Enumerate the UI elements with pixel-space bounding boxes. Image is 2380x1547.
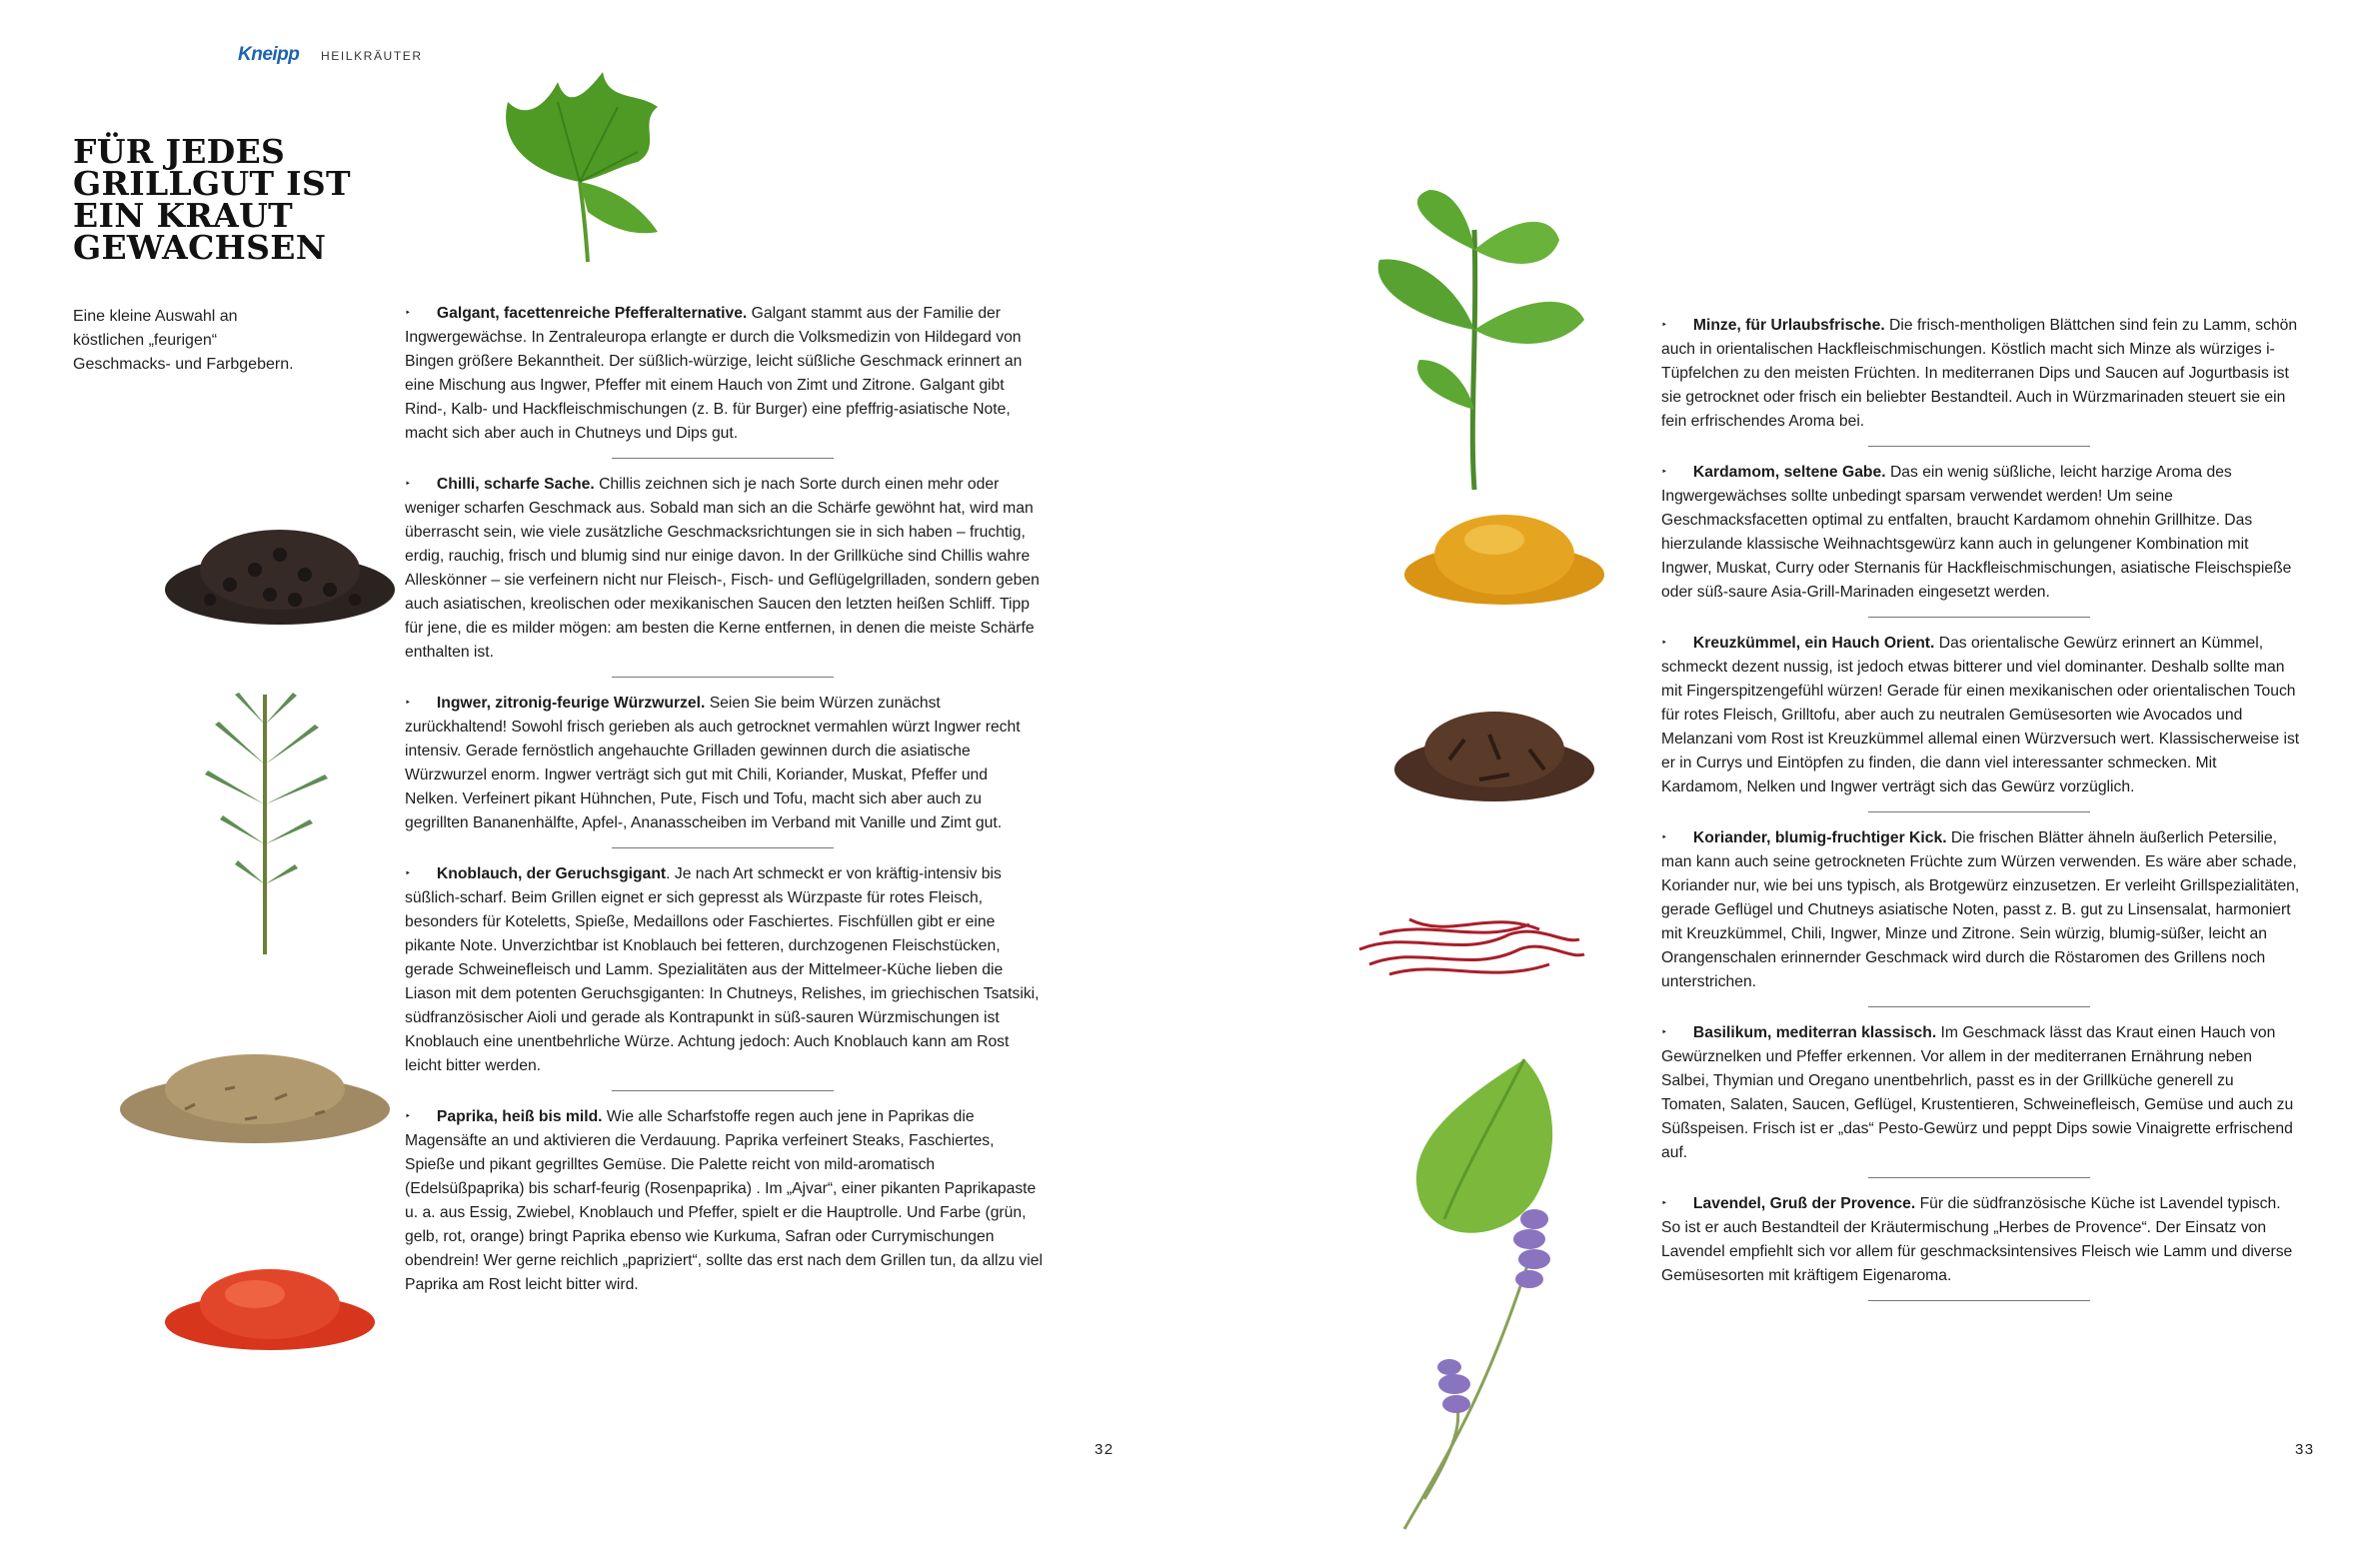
- bullet-marker: ‣: [1661, 467, 1667, 478]
- bullet-marker: ‣: [1661, 1027, 1667, 1038]
- entry-paragraph: [1661, 461, 2301, 605]
- divider: [612, 847, 834, 848]
- entry-paragraph: [1661, 1192, 2301, 1288]
- page-title: FÜR JEDES GRILLGUT IST EIN KRAUT GEWACHSEN: [73, 132, 351, 267]
- entry-title: Minze, für Urlaubsfrische.: [1692, 317, 1885, 334]
- entry-paragraph: [405, 473, 1045, 665]
- right-text-column: [1661, 314, 2301, 1315]
- entry-text: Das ein wenig süßliche, leicht harzige Aroma des Ingwergewächses sollte unbedingt sparsam verwendet werden! Um seine Geschmacksfacetten optimal zu entfalten, braucht Kardamom ohnehin Grillhitze. Das hierzulande klassische Weihnachtsgewürz kann auch in gelungener Kombination mit Ingwer, Muskat, Curry oder Sternanis für Hackfleischmischungen, asiatische Fleischspieße oder süß-saure Asia-Grill-Marinaden eingesetzt werden.: [1661, 464, 2292, 601]
- right-page: [1190, 0, 2379, 1547]
- page-number-right: 33: [2295, 1441, 2315, 1458]
- rosemary-illustration: [175, 685, 355, 964]
- bullet-marker: ‣: [405, 1111, 411, 1122]
- cumin-seeds-illustration: [115, 1039, 395, 1149]
- entry-text: Das orientalische Gewürz erinnert an Kümmel, schmeckt dezent nussig, ist jedoch etwas bitterer und viel dominanter. Deshalb sollte man mit Fingerspitzengefühl würzen! Gerade für einen mexikanischen oder orientalischen Touch für rotes Fleisch, Grilltofu, aber auch zu neutralen Gemüsesorten wie Avocados und Melanzani vom Rost ist Kreuzkümmel allemal einen Würzversuch wert. Klassischerweise ist er in Currys und Eintöpfen zu finden, die dann viel interessanter schmecken. Mit Kardamom, Nelken und Ingwer verträgt sich das Gewürz vorzüglich.: [1661, 635, 2300, 795]
- entry-paragraph: [1661, 1021, 2301, 1165]
- divider: [1868, 1177, 2090, 1178]
- bullet-marker: ‣: [405, 698, 411, 709]
- mint-sprig-illustration: [1359, 190, 1589, 500]
- bullet-marker: ‣: [405, 308, 411, 319]
- divider: [612, 1090, 834, 1091]
- divider: [612, 458, 834, 459]
- entry-title: Galgant, facettenreiche Pfefferalternative.: [436, 305, 748, 322]
- entry-text: Die frisch-mentholigen Blättchen sind fein zu Lamm, schön auch in orientalischen Hackfleischmischungen. Köstlich macht sich Minze als würziges i-Tüpfelchen zu den meisten Früchten. In mediterranen Dips und Saucen auf Jogurtbasis ist sie getrocknet oder frisch ein beliebter Bestandteil. Auch in Würzmarinaden steuert sie ein fein erfrischendes Aroma bei.: [1661, 317, 2298, 430]
- entry-title: Knoblauch, der Geruchsgigant: [436, 865, 667, 882]
- entry-title: Kreuzkümmel, ein Hauch Orient.: [1692, 635, 1935, 652]
- divider: [612, 677, 834, 678]
- entry-paragraph: [405, 862, 1045, 1078]
- bullet-marker: ‣: [405, 868, 411, 879]
- spice-entry: [405, 473, 1045, 665]
- entry-text: Chillis zeichnen sich je nach Sorte durch einen mehr oder weniger scharfen Geschmack aus. Sobald man sich an die Schärfe gewöhnt hat, wird man überrascht sein, wie viele zusätzliche Geschmacksrichtungen sie in sich haben – fruchtig, erdig, rauchig, frisch und blumig sind nur einige davon. In der Grillküche sind Chillis wahre Alleskönner – sie verfeinern nicht nur Fleisch-, Fisch- und Geflügelgrilladen, sondern geben auch asiatischen, kreolischen oder mexikanischen Saucen den letzten heißen Schliff. Tipp für jene, die es milder mögen: am besten die Kerne entfernen, in denen die meiste Schärfe enthalten ist.: [405, 476, 1040, 661]
- spice-entry: [1661, 632, 2301, 799]
- entry-text: Wie alle Scharfstoffe regen auch jene in Paprikas die Magensäfte an und aktivieren die Verdauung. Paprika verfeinert Steaks, Faschiertes, Spieße und pikant gegrilltes Gemüse. Die Palette reicht von mild-aromatisch (Edelsüßpaprika) bis scharf-feurig (Rosenpaprika) . Im „Ajvar“, einer pikanten Paprikapaste u. a. aus Essig, Zwiebel, Knoblauch und Pfeffer, spielt er die Hauptrolle. Und Farbe (grün, gelb, rot, orange) bringt Paprika ebenso wie Kurkuma, Safran oder Currymischungen obendrein! Wer gerne reichlich „papriziert“, sollte das erst nach dem Grillen tun, da allzu viel Paprika am Rost leicht bitter wird.: [405, 1108, 1043, 1293]
- bullet-marker: ‣: [1661, 320, 1667, 331]
- page-number-left: 32: [1095, 1441, 1115, 1458]
- entry-paragraph: [405, 302, 1045, 446]
- entry-title: Paprika, heiß bis mild.: [436, 1108, 603, 1125]
- entry-title: Ingwer, zitronig-feurige Würzwurzel.: [436, 695, 706, 712]
- entry-paragraph: [1661, 314, 2301, 434]
- divider: [1868, 1006, 2090, 1007]
- entry-title: Kardamom, seltene Gabe.: [1692, 464, 1886, 481]
- entry-paragraph: [405, 1105, 1045, 1297]
- spice-entry: [1661, 461, 2301, 605]
- spice-entry: [1661, 826, 2301, 994]
- lavender-sprig-illustration: [1384, 1199, 1584, 1539]
- entry-title: Lavendel, Gruß der Provence.: [1692, 1195, 1916, 1212]
- turmeric-powder-illustration: [1399, 500, 1609, 610]
- divider: [1868, 1300, 2090, 1301]
- spice-entry: [405, 862, 1045, 1078]
- entry-text: Seien Sie beim Würzen zunächst zurückhaltend! Sowohl frisch gerieben als auch getrocknet vermahlen würzt Ingwer recht intensiv. Gerade fernöstlich angehauchte Grilladen gewinnen durch die asiatische Würzwurzel enorm. Ingwer verträgt sich gut mit Chili, Koriander, Muskat, Pfeffer und Nelken. Verfeinert pikant Hühnchen, Pute, Fisch und Tofu, macht sich aber auch zu gegrillten Bananenhälfte, Apfel-, Ananasscheiben im Verband mit Vanille und Zimt gut.: [405, 695, 1021, 831]
- spice-entry: [405, 692, 1045, 835]
- entry-text: Die frischen Blätter ähneln äußerlich Petersilie, man kann auch seine getrockneten Früchte zum Würzen verwenden. Es wäre aber schade, Koriander nur, wie bei uns typisch, als Brotgewürz einzusetzen. Er verleiht Grillspezialitäten, gerade Geflügel und Chutneys asiatische Noten, passt z. B. gut zu Linsensalat, harmoniert mit Kreuzkümmel, Chili, Ingwer, Minze und Zitrone. Sein würzig, blumig-süßer, leicht an Orangenschalen erinnernder Geschmack wird durch die Röstaromen des Grillens noch unterstrichen.: [1661, 829, 2300, 990]
- bullet-marker: ‣: [1661, 832, 1667, 843]
- spice-entry: [1661, 1021, 2301, 1165]
- peppercorns-illustration: [160, 500, 400, 630]
- entry-text: Galgant stammt aus der Familie der Ingwergewächse. In Zentraleuropa erlangte er durch die Volksmedizin von Hildegard von Bingen größere Bekanntheit. Der süßlich-würzige, leicht süßliche Geschmack erinnert an eine Mischung aus Ingwer, Pfeffer mit einem Hauch von Zimt und Zitrone. Galgant gibt Rind-, Kalb- und Hackfleischmischungen (z. B. für Burger) eine pfeffrig-asiatische Note, macht sich aber auch in Chutneys und Dips gut.: [405, 305, 1023, 442]
- paprika-powder-illustration: [160, 1254, 380, 1354]
- brand-logo: Kneipp: [238, 44, 300, 65]
- left-text-column: [405, 302, 1045, 1297]
- entry-paragraph: [1661, 632, 2301, 799]
- divider: [1868, 446, 2090, 447]
- entry-text: . Je nach Art schmeckt er von kräftig-intensiv bis süßlich-scharf. Beim Grillen eignet er sich gepresst als Würzpaste für rotes Fleisch, besonders für Koteletts, Spieße, Medaillons oder Faschiertes. Fischfüllen gibt er eine pikante Note. Unverzichtbar ist Knoblauch bei fetteren, durchzogenen Fleischstücken, gerade Schweinefleisch und Lamm. Spezialitäten aus der Mittelmeer-Küche lieben die Liason mit dem potenten Geruchsgiganten: In Chutneys, Relishes, im griechischen Tsatsiki, südfranzösischer Aioli und gerade als Kontrapunkt in süß-sauren Würzmischungen ist Knoblauch eine unentbehrliche Würze. Achtung jedoch: Auch Knoblauch kann am Rost leicht bitter werden.: [405, 865, 1040, 1074]
- entry-title: Chilli, scharfe Sache.: [436, 476, 595, 493]
- spice-entry: [1661, 314, 2301, 434]
- entry-paragraph: [405, 692, 1045, 835]
- saffron-illustration: [1349, 889, 1589, 999]
- section-label: HEILKRÄUTER: [321, 49, 423, 63]
- divider: [1868, 811, 2090, 812]
- bullet-marker: ‣: [1661, 1198, 1667, 1209]
- entry-text: Für die südfranzösische Küche ist Lavendel typisch. So ist er auch Bestandteil der Kräutermischung „Herbes de Provence“. Der Einsatz von Lavendel empfiehlt sich vor allem für geschmacksintensives Fleisch wie Lamm und diverse Gemüsesorten mit kräftigem Eigenaroma.: [1661, 1195, 2293, 1284]
- spice-entry: [405, 302, 1045, 446]
- entry-text: Im Geschmack lässt das Kraut einen Hauch von Gewürznelken und Pfeffer erkennen. Vor allem in der mediterranen Ernährung neben Salbei, Thymian und Oregano unentbehrlich, passt es in der Grillküche generell zu Tomaten, Salaten, Saucen, Geflügel, Krustentieren, Schweinefleisch, Gemüse und auch zu Süßspeisen. Frisch ist er „das“ Pesto-Gewürz und peppt Dips sowie Vinaigrette erfrischend auf.: [1661, 1024, 2294, 1161]
- bullet-marker: ‣: [405, 479, 411, 490]
- spice-entry: [1661, 1192, 2301, 1288]
- bullet-marker: ‣: [1661, 638, 1667, 649]
- intro-text: Eine kleine Auswahl an köstlichen „feurigen“ Geschmacks- und Farbgebern.: [73, 308, 294, 373]
- entry-paragraph: [1661, 826, 2301, 994]
- entry-title: Koriander, blumig-fruchtiger Kick.: [1692, 829, 1947, 846]
- cloves-illustration: [1389, 690, 1599, 809]
- divider: [1868, 617, 2090, 618]
- spice-entry: [405, 1105, 1045, 1297]
- entry-title: Basilikum, mediterran klassisch.: [1692, 1024, 1937, 1041]
- parsley-leaf-illustration: [488, 62, 678, 272]
